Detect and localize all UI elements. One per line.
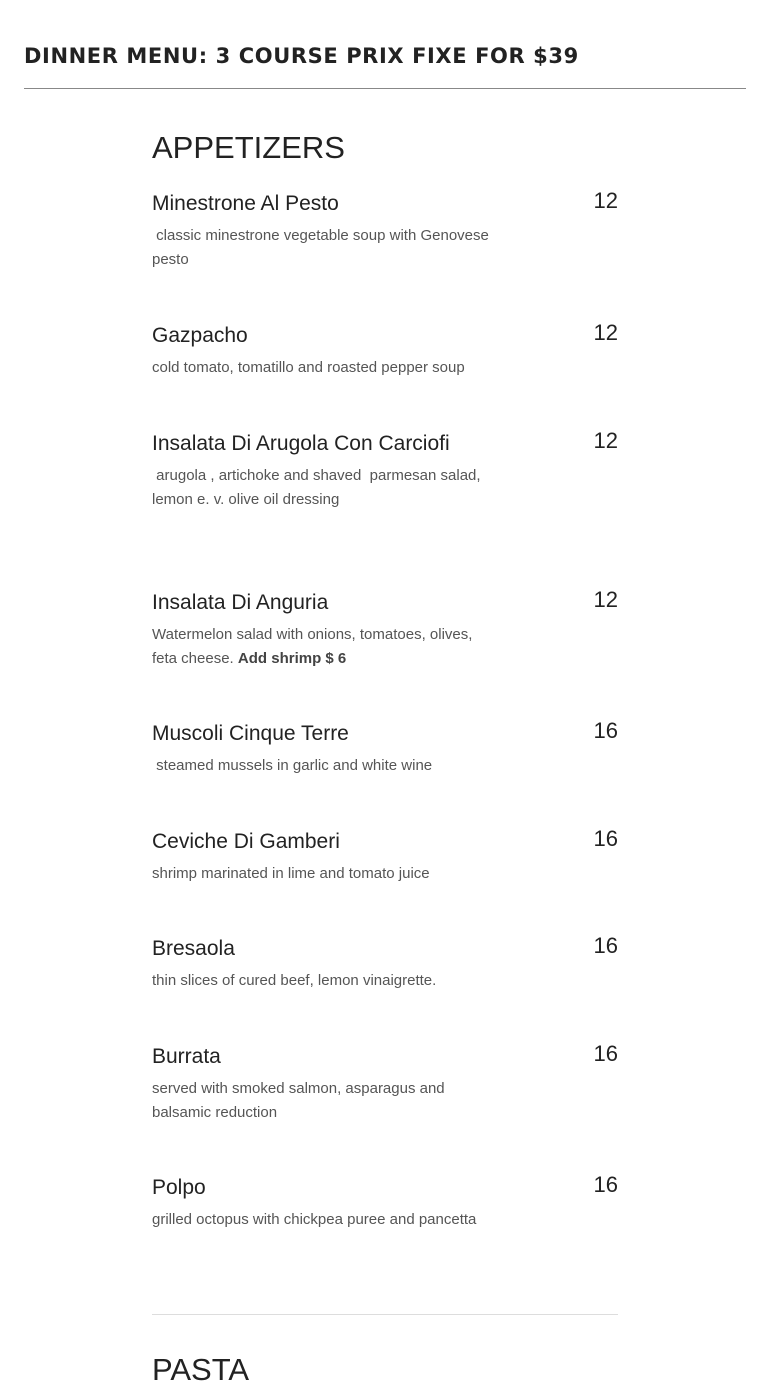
item-name: Insalata Di Arugola Con Carciofi	[152, 432, 450, 455]
item-description	[152, 623, 492, 671]
item-description: thin slices of cured beef, lemon vinaigrette.	[152, 972, 437, 989]
item-price: 16	[593, 826, 618, 851]
item-name: Gazpacho	[152, 324, 248, 347]
item-price: 16	[593, 933, 618, 958]
item-name: Burrata	[152, 1045, 221, 1068]
menu-item-insalata-di-anguria	[152, 589, 618, 671]
menu-item-muscoli-cinque-terre	[152, 720, 618, 778]
menu-item-gazpacho	[152, 322, 618, 380]
item-description: arugola , artichoke and shaved parmesan salad, lemon e. v. olive oil dressing	[152, 467, 485, 508]
section-title-pasta: PASTA	[152, 1352, 250, 1387]
menu-item-bresaola	[152, 935, 618, 993]
section-title-appetizers: APPETIZERS	[152, 130, 345, 165]
item-name: Insalata Di Anguria	[152, 591, 329, 614]
page-title: DINNER MENU: 3 COURSE PRIX FIXE FOR $39	[24, 44, 579, 68]
item-price: 12	[593, 587, 618, 612]
item-price: 12	[593, 320, 618, 345]
section-divider	[152, 1314, 618, 1315]
item-description: classic minestrone vegetable soup with Genovese pesto	[152, 227, 494, 268]
item-name: Ceviche Di Gamberi	[152, 830, 340, 853]
item-name: Muscoli Cinque Terre	[152, 722, 349, 745]
item-description: grilled octopus with chickpea puree and pancetta	[152, 1211, 477, 1228]
appetizers-section	[152, 126, 618, 1228]
item-price: 16	[593, 1172, 618, 1197]
item-description: served with smoked salmon, asparagus and balsamic reduction	[152, 1080, 449, 1121]
menu-item-polpo	[152, 1174, 618, 1232]
page-header	[24, 40, 746, 72]
menu-item-ceviche-di-gamberi	[152, 828, 618, 886]
item-price: 16	[593, 718, 618, 743]
item-name: Bresaola	[152, 937, 235, 960]
menu-item-minestrone-al-pesto	[152, 190, 618, 272]
menu-item-burrata	[152, 1043, 618, 1125]
item-description-text: Watermelon salad with onions, tomatoes, olives, feta cheese.	[152, 626, 477, 667]
item-name: Minestrone Al Pesto	[152, 192, 339, 215]
item-description: cold tomato, tomatillo and roasted pepper soup	[152, 359, 465, 376]
item-description-addon: Add shrimp $ 6	[237, 650, 347, 667]
item-price: 12	[593, 188, 618, 213]
item-price: 16	[593, 1041, 618, 1066]
header-divider	[24, 88, 746, 89]
item-name: Polpo	[152, 1176, 206, 1199]
menu-item-insalata-di-arugola	[152, 430, 618, 512]
item-description: steamed mussels in garlic and white wine	[152, 757, 433, 774]
item-description: shrimp marinated in lime and tomato juice	[152, 865, 430, 882]
item-price: 12	[593, 428, 618, 453]
